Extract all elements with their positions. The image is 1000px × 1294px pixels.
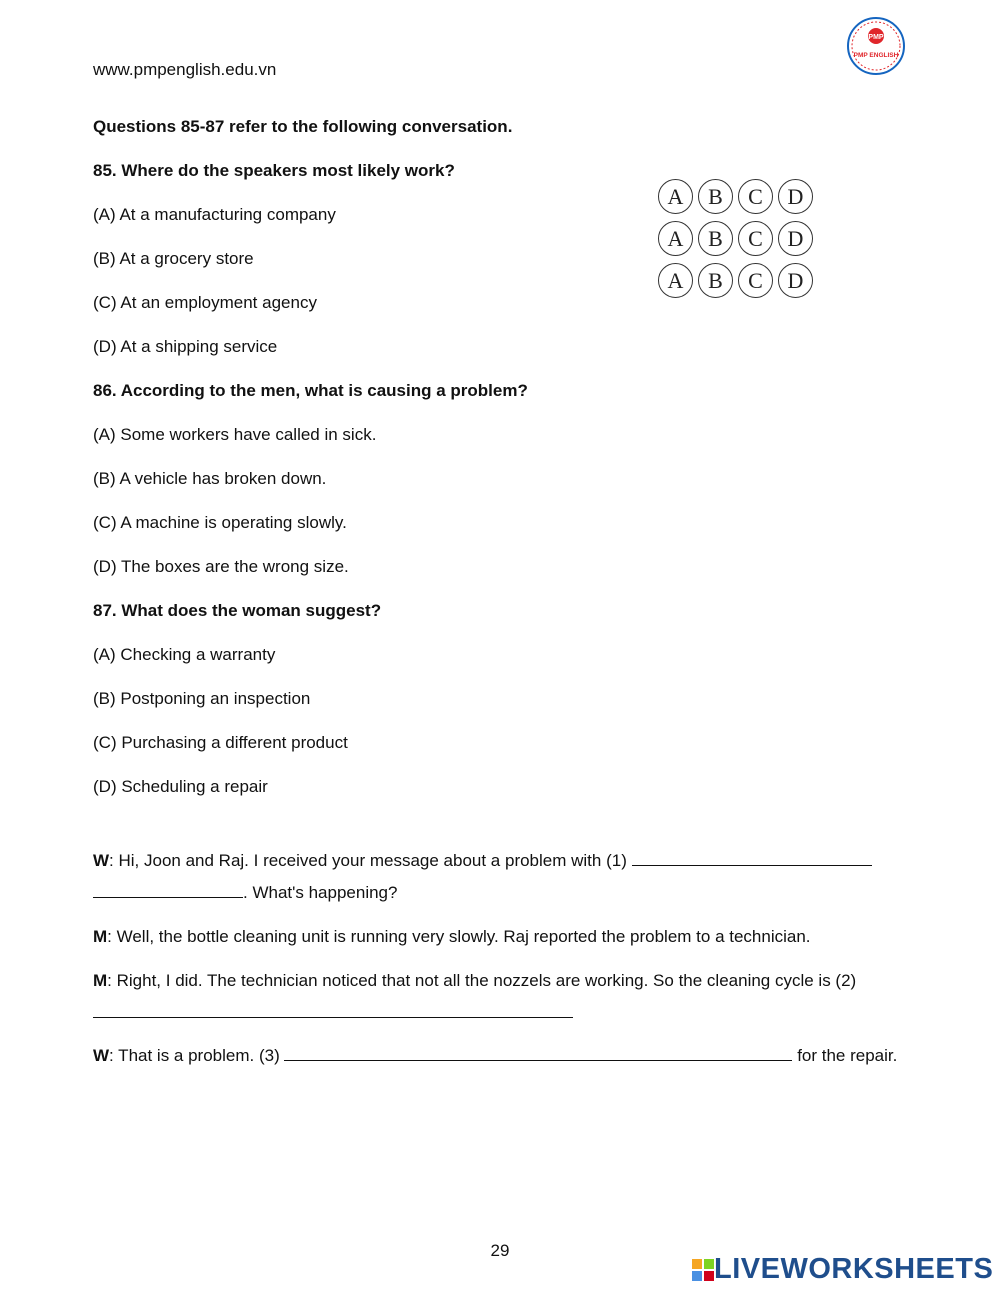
answer-bubble-86-c[interactable]: C <box>738 221 773 256</box>
q86-option-c: (C) A machine is operating slowly. <box>93 513 347 532</box>
q86-option-b: (B) A vehicle has broken down. <box>93 469 327 488</box>
dialogue-line-3 <box>93 965 908 1029</box>
dialogue-text: : Right, I did. The technician noticed that not all the nozzels are working. So the cleaning cycle is (2) <box>107 971 857 990</box>
speaker-label: M <box>93 927 108 946</box>
dialogue-text: : That is a problem. (3) <box>109 1046 285 1065</box>
dialogue-text: for the repair. <box>792 1046 898 1065</box>
question-87: 87. What does the woman suggest? <box>93 601 382 620</box>
q86-option-d: (D) The boxes are the wrong size. <box>93 557 349 576</box>
liveworksheets-logo[interactable] <box>692 1253 993 1286</box>
q85-option-a: (A) At a manufacturing company <box>93 205 336 224</box>
answer-bubble-86-a[interactable]: A <box>658 221 693 256</box>
dialogue-text: : Hi, Joon and Raj. I received your message about a problem with (1) <box>109 851 632 870</box>
q85-option-c: (C) At an employment agency <box>93 293 317 312</box>
liveworksheets-icon <box>692 1259 714 1281</box>
dialogue-text: : Well, the bottle cleaning unit is running very slowly. Raj reported the problem to a technician. <box>107 927 811 946</box>
blank-3[interactable] <box>284 1043 792 1061</box>
page-number: 29 <box>490 1241 510 1260</box>
answer-bubble-87-a[interactable]: A <box>658 263 693 298</box>
dialogue-line-4 <box>93 1040 908 1072</box>
q87-option-b: (B) Postponing an inspection <box>93 689 311 708</box>
answer-bubble-87-c[interactable]: C <box>738 263 773 298</box>
answer-bubble-86-b[interactable]: B <box>698 221 733 256</box>
dialogue-line-1 <box>93 845 908 909</box>
speaker-label: W <box>93 1046 110 1065</box>
website-url[interactable]: www.pmpenglish.edu.vn <box>93 60 277 79</box>
answer-bubble-85-b[interactable]: B <box>698 179 733 214</box>
dialogue-line-2 <box>93 921 908 953</box>
q87-option-d: (D) Scheduling a repair <box>93 777 268 796</box>
question-86: 86. According to the men, what is causing a problem? <box>93 381 528 400</box>
section-intro: Questions 85-87 refer to the following conversation. <box>93 117 513 136</box>
q85-option-d: (D) At a shipping service <box>93 337 278 356</box>
q87-option-c: (C) Purchasing a different product <box>93 733 348 752</box>
answer-bubble-87-b[interactable]: B <box>698 263 733 298</box>
answer-row-87 <box>658 263 813 298</box>
dialogue-text: . What's happening? <box>243 883 398 902</box>
answer-bubble-85-c[interactable]: C <box>738 179 773 214</box>
answer-bubble-87-d[interactable]: D <box>778 263 813 298</box>
question-85: 85. Where do the speakers most likely work? <box>93 161 455 180</box>
speaker-label: M <box>93 971 108 990</box>
q87-option-a: (A) Checking a warranty <box>93 645 276 664</box>
blank-1b[interactable] <box>93 880 243 898</box>
svg-text:PMP: PMP <box>868 34 884 41</box>
answer-row-86 <box>658 221 813 256</box>
liveworksheets-wordmark: LIVEWORKSHEETS <box>714 1253 994 1285</box>
speaker-label: W <box>93 851 110 870</box>
answer-bubble-85-a[interactable]: A <box>658 179 693 214</box>
answer-row-85 <box>658 179 813 214</box>
svg-text:PMP ENGLISH: PMP ENGLISH <box>853 52 899 59</box>
answer-bubble-86-d[interactable]: D <box>778 221 813 256</box>
blank-1a[interactable] <box>632 848 872 866</box>
pmp-english-logo <box>846 16 906 76</box>
q86-option-a: (A) Some workers have called in sick. <box>93 425 377 444</box>
answer-bubble-85-d[interactable]: D <box>778 179 813 214</box>
blank-2[interactable] <box>93 1000 573 1018</box>
q85-option-b: (B) At a grocery store <box>93 249 254 268</box>
